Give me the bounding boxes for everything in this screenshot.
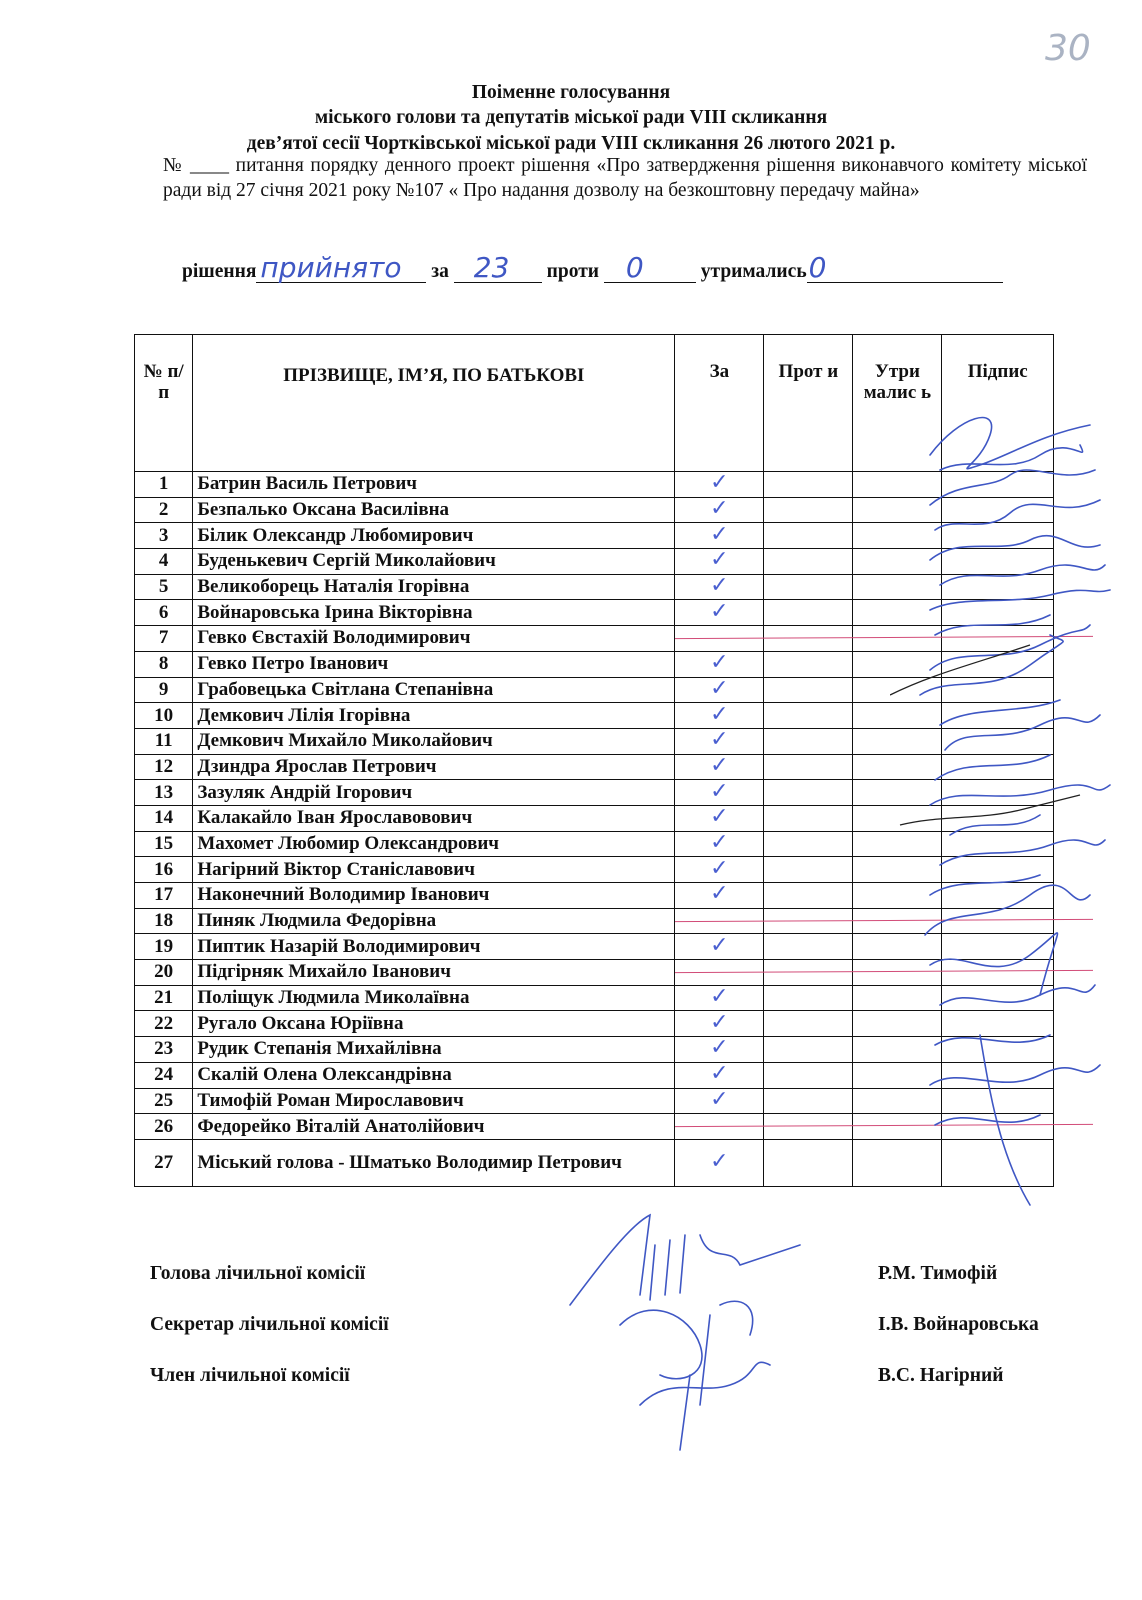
- vote-proty-cell: [764, 985, 853, 1011]
- deputy-name: Махомет Любомир Олександрович: [193, 831, 675, 857]
- signature-cell: [942, 805, 1054, 831]
- check-mark-icon: ✓: [710, 470, 729, 496]
- vote-utr-cell: [853, 677, 942, 703]
- vote-za-cell: [675, 651, 764, 677]
- table-row: [135, 497, 1054, 523]
- deputy-name: Скалій Олена Олександрівна: [193, 1062, 675, 1088]
- deputy-name: Пиняк Людмила Федорівна: [193, 908, 675, 934]
- vote-utr-cell: [853, 857, 942, 883]
- deputy-name: Калакайло Іван Ярославовович: [193, 805, 675, 831]
- header-name: ПРІЗВИЩЕ, ІМ’Я, ПО БАТЬКОВІ: [193, 335, 675, 472]
- row-number: 13: [135, 780, 193, 806]
- vote-utr-cell: [853, 549, 942, 575]
- signature-cell: [942, 1114, 1054, 1140]
- table-row: [135, 472, 1054, 498]
- footer-role-chair: Голова лічильної комісії: [150, 1263, 366, 1284]
- vote-za-cell: [675, 883, 764, 909]
- row-number: 10: [135, 703, 193, 729]
- vote-za-cell: [675, 805, 764, 831]
- check-mark-icon: ✓: [710, 752, 729, 778]
- check-mark-icon: ✓: [710, 1148, 729, 1174]
- check-mark-icon: ✓: [710, 598, 729, 624]
- header-za: За: [675, 335, 764, 472]
- table-row: [135, 1037, 1054, 1063]
- check-mark-icon: ✓: [710, 829, 729, 855]
- deputy-name: Дзиндра Ярослав Петрович: [193, 754, 675, 780]
- vote-proty-cell: [764, 600, 853, 626]
- deputy-name: Гевко Петро Іванович: [193, 651, 675, 677]
- vote-utr-cell: [853, 1088, 942, 1114]
- deputy-name: Нагірний Віктор Станіславович: [193, 857, 675, 883]
- vote-utr-cell: [853, 1037, 942, 1063]
- deputy-name: Безпалько Оксана Василівна: [193, 497, 675, 523]
- vote-utr-cell: [853, 883, 942, 909]
- vote-proty-cell: [764, 780, 853, 806]
- check-mark-icon: ✓: [710, 727, 729, 753]
- deputy-name: Войнаровська Ірина Вікторівна: [193, 600, 675, 626]
- check-mark-icon: ✓: [710, 650, 729, 676]
- row-number: 26: [135, 1114, 193, 1140]
- vote-za-cell: [675, 1011, 764, 1037]
- row-number: 4: [135, 549, 193, 575]
- abstained-label: утримались: [700, 261, 807, 282]
- vote-za-cell: [675, 1037, 764, 1063]
- row-number: 27: [135, 1139, 193, 1186]
- signature-cell: [942, 651, 1054, 677]
- signature-cell: [942, 574, 1054, 600]
- row-number: 7: [135, 626, 193, 652]
- vote-proty-cell: [764, 1011, 853, 1037]
- document-subtitle: міського голови та депутатів міської ради VIII скликання: [314, 107, 828, 128]
- vote-proty-cell: [764, 883, 853, 909]
- vote-proty-cell: [764, 1088, 853, 1114]
- signature-cell: [942, 1011, 1054, 1037]
- row-number: 9: [135, 677, 193, 703]
- row-number: 5: [135, 574, 193, 600]
- table-row: [135, 805, 1054, 831]
- vote-za-cell: [675, 626, 764, 652]
- vote-utr-cell: [853, 651, 942, 677]
- signature-cell: [942, 523, 1054, 549]
- vote-proty-cell: [764, 754, 853, 780]
- vote-proty-cell: [764, 908, 853, 934]
- table-row: [135, 1011, 1054, 1037]
- vote-utr-cell: [853, 472, 942, 498]
- row-number: 1: [135, 472, 193, 498]
- deputy-name: Міський голова - Шматько Володимир Петрович: [193, 1139, 675, 1186]
- against-field: [604, 251, 696, 284]
- vote-proty-cell: [764, 626, 853, 652]
- abstained-field: [807, 251, 1003, 284]
- check-mark-icon: ✓: [710, 984, 729, 1010]
- footer-name-chair: Р.М. Тимофій: [878, 1263, 998, 1284]
- vote-za-cell: [675, 857, 764, 883]
- table-row: [135, 1088, 1054, 1114]
- table-row: [135, 651, 1054, 677]
- voting-table: [134, 334, 1054, 1187]
- vote-proty-cell: [764, 1062, 853, 1088]
- row-number: 16: [135, 857, 193, 883]
- check-mark-icon: ✓: [710, 573, 729, 599]
- for-label: за: [431, 261, 449, 282]
- vote-utr-cell: [853, 934, 942, 960]
- row-number: 19: [135, 934, 193, 960]
- check-mark-icon: ✓: [710, 778, 729, 804]
- signature-cell: [942, 677, 1054, 703]
- row-number: 20: [135, 960, 193, 986]
- vote-za-cell: [675, 703, 764, 729]
- signature-cell: [942, 985, 1054, 1011]
- vote-za-cell: [675, 985, 764, 1011]
- table-row: [135, 1139, 1054, 1186]
- check-mark-icon: ✓: [710, 1035, 729, 1061]
- vote-utr-cell: [853, 1139, 942, 1186]
- vote-utr-cell: [853, 728, 942, 754]
- footer-role-member: Член лічильної комісії: [150, 1365, 350, 1386]
- vote-utr-cell: [853, 831, 942, 857]
- vote-za-cell: [675, 1114, 764, 1140]
- signature-cell: [942, 728, 1054, 754]
- voting-table-body: [135, 472, 1054, 1187]
- deputy-name: Наконечний Володимир Іванович: [193, 883, 675, 909]
- vote-proty-cell: [764, 1037, 853, 1063]
- vote-za-cell: [675, 1139, 764, 1186]
- check-mark-icon: ✓: [710, 1086, 729, 1112]
- session-info: дев’ятої сесії Чортківської міської ради VIII скликання 26 лютого 2021 р.: [246, 133, 896, 154]
- signature-cell: [942, 472, 1054, 498]
- vote-utr-cell: [853, 523, 942, 549]
- vote-proty-cell: [764, 805, 853, 831]
- vote-za-cell: [675, 549, 764, 575]
- decision-label: рішення: [182, 261, 257, 282]
- vote-utr-cell: [853, 497, 942, 523]
- vote-za-cell: [675, 754, 764, 780]
- vote-za-cell: [675, 960, 764, 986]
- check-mark-icon: ✓: [710, 804, 729, 830]
- table-row: [135, 703, 1054, 729]
- signature-cell: [942, 600, 1054, 626]
- deputy-name: Батрин Василь Петрович: [193, 472, 675, 498]
- table-row: [135, 1062, 1054, 1088]
- vote-za-cell: [675, 831, 764, 857]
- vote-proty-cell: [764, 549, 853, 575]
- vote-utr-cell: [853, 908, 942, 934]
- vote-za-cell: [675, 1088, 764, 1114]
- table-row: [135, 908, 1054, 934]
- vote-proty-cell: [764, 703, 853, 729]
- vote-proty-cell: [764, 651, 853, 677]
- check-mark-icon: ✓: [710, 521, 729, 547]
- page-number: 30: [1045, 28, 1091, 69]
- check-mark-icon: ✓: [710, 855, 729, 881]
- vote-proty-cell: [764, 934, 853, 960]
- signature-cell: [942, 883, 1054, 909]
- footer-role-secretary: Секретар лічильної комісії: [150, 1314, 389, 1335]
- for-field: [454, 251, 542, 284]
- deputy-name: Гевко Євстахій Володимирович: [193, 626, 675, 652]
- decision-field: [256, 251, 426, 284]
- row-number: 8: [135, 651, 193, 677]
- check-mark-icon: ✓: [710, 547, 729, 573]
- deputy-name: Великоборець Наталія Ігорівна: [193, 574, 675, 600]
- table-row: [135, 780, 1054, 806]
- vote-za-cell: [675, 908, 764, 934]
- signature-cell: [942, 960, 1054, 986]
- vote-utr-cell: [853, 805, 942, 831]
- row-number: 17: [135, 883, 193, 909]
- vote-za-cell: [675, 523, 764, 549]
- signature-cell: [942, 497, 1054, 523]
- header-proty: Прот и: [764, 335, 853, 472]
- row-number: 25: [135, 1088, 193, 1114]
- row-number: 24: [135, 1062, 193, 1088]
- table-row: [135, 600, 1054, 626]
- deputy-name: Пиптик Назарій Володимирович: [193, 934, 675, 960]
- check-mark-icon: ✓: [710, 701, 729, 727]
- row-number: 18: [135, 908, 193, 934]
- table-row: [135, 728, 1054, 754]
- vote-utr-cell: [853, 1011, 942, 1037]
- vote-utr-cell: [853, 985, 942, 1011]
- check-mark-icon: ✓: [710, 496, 729, 522]
- deputy-name: Білик Олександр Любомирович: [193, 523, 675, 549]
- row-number: 11: [135, 728, 193, 754]
- decision-value: прийнято: [260, 251, 402, 284]
- signature-cell: [942, 831, 1054, 857]
- deputy-name: Тимофій Роман Мирославович: [193, 1088, 675, 1114]
- table-row: [135, 934, 1054, 960]
- check-mark-icon: ✓: [710, 675, 729, 701]
- vote-proty-cell: [764, 497, 853, 523]
- deputy-name: Підгірняк Михайло Іванович: [193, 960, 675, 986]
- check-mark-icon: ✓: [710, 1061, 729, 1087]
- vote-utr-cell: [853, 626, 942, 652]
- vote-proty-cell: [764, 677, 853, 703]
- signature-cell: [942, 549, 1054, 575]
- vote-result: [182, 251, 1003, 284]
- deputy-name: Демкович Михайло Миколайович: [193, 728, 675, 754]
- vote-za-cell: [675, 472, 764, 498]
- against-label: проти: [546, 261, 600, 282]
- signature-cell: [942, 1139, 1054, 1186]
- signature-cell: [942, 754, 1054, 780]
- table-row: [135, 677, 1054, 703]
- row-number: 15: [135, 831, 193, 857]
- deputy-name: Грабовецька Світлана Степанівна: [193, 677, 675, 703]
- vote-utr-cell: [853, 754, 942, 780]
- vote-proty-cell: [764, 523, 853, 549]
- table-row: [135, 960, 1054, 986]
- signature-cell: [942, 1037, 1054, 1063]
- signature-cell: [942, 857, 1054, 883]
- table-row: [135, 523, 1054, 549]
- deputy-name: Поліщук Людмила Миколаївна: [193, 985, 675, 1011]
- vote-proty-cell: [764, 1114, 853, 1140]
- vote-proty-cell: [764, 960, 853, 986]
- table-row: [135, 857, 1054, 883]
- against-value: 0: [625, 251, 644, 284]
- for-value: 23: [473, 251, 510, 284]
- vote-za-cell: [675, 780, 764, 806]
- signature-cell: [942, 1062, 1054, 1088]
- agenda-question: № ____ питання порядку денного проект рішення «Про затвердження рішення виконавчого комітету міської ради від 27 січня 2021 року №107 « Про надання дозволу на безкоштовну передачу майна»: [163, 155, 1087, 201]
- vote-za-cell: [675, 497, 764, 523]
- table-header-row: [135, 335, 1054, 472]
- vote-za-cell: [675, 934, 764, 960]
- vote-utr-cell: [853, 1062, 942, 1088]
- deputy-name: Федорейко Віталій Анатолійович: [193, 1114, 675, 1140]
- vote-utr-cell: [853, 960, 942, 986]
- signature-cell: [942, 908, 1054, 934]
- table-row: [135, 626, 1054, 652]
- header-signature: Підпис: [942, 335, 1054, 472]
- vote-utr-cell: [853, 703, 942, 729]
- table-row: [135, 831, 1054, 857]
- deputy-name: Ругало Оксана Юріївна: [193, 1011, 675, 1037]
- table-row: [135, 883, 1054, 909]
- check-mark-icon: ✓: [710, 881, 729, 907]
- footer-name-member: В.С. Нагірний: [878, 1365, 1004, 1386]
- vote-za-cell: [675, 600, 764, 626]
- signature-cell: [942, 703, 1054, 729]
- vote-za-cell: [675, 677, 764, 703]
- deputy-name: Буденькевич Сергій Миколайович: [193, 549, 675, 575]
- signature-cell: [942, 1088, 1054, 1114]
- header-num: № п/п: [135, 335, 193, 472]
- row-number: 6: [135, 600, 193, 626]
- vote-proty-cell: [764, 831, 853, 857]
- vote-utr-cell: [853, 574, 942, 600]
- vote-proty-cell: [764, 857, 853, 883]
- row-number: 23: [135, 1037, 193, 1063]
- vote-utr-cell: [853, 780, 942, 806]
- vote-proty-cell: [764, 1139, 853, 1186]
- vote-za-cell: [675, 728, 764, 754]
- deputy-name: Зазуляк Андрій Ігорович: [193, 780, 675, 806]
- vote-utr-cell: [853, 600, 942, 626]
- check-mark-icon: ✓: [710, 932, 729, 958]
- table-row: [135, 574, 1054, 600]
- row-number: 14: [135, 805, 193, 831]
- vote-proty-cell: [764, 574, 853, 600]
- signature-cell: [942, 626, 1054, 652]
- commission-signatures: [560, 1205, 830, 1455]
- table-row: [135, 985, 1054, 1011]
- vote-proty-cell: [764, 472, 853, 498]
- vote-proty-cell: [764, 728, 853, 754]
- header-utr: Утри малис ь: [853, 335, 942, 472]
- vote-za-cell: [675, 1062, 764, 1088]
- row-number: 3: [135, 523, 193, 549]
- vote-utr-cell: [853, 1114, 942, 1140]
- document-title: Поіменне голосування: [471, 82, 671, 103]
- footer-name-secretary: І.В. Войнаровська: [878, 1314, 1039, 1335]
- vote-za-cell: [675, 574, 764, 600]
- row-number: 12: [135, 754, 193, 780]
- abstained-value: 0: [808, 251, 827, 284]
- signature-cell: [942, 780, 1054, 806]
- table-row: [135, 754, 1054, 780]
- table-row: [135, 549, 1054, 575]
- deputy-name: Рудик Степанія Михайлівна: [193, 1037, 675, 1063]
- deputy-name: Демкович Лілія Ігорівна: [193, 703, 675, 729]
- row-number: 21: [135, 985, 193, 1011]
- row-number: 22: [135, 1011, 193, 1037]
- row-number: 2: [135, 497, 193, 523]
- signature-cell: [942, 934, 1054, 960]
- table-row: [135, 1114, 1054, 1140]
- check-mark-icon: ✓: [710, 1009, 729, 1035]
